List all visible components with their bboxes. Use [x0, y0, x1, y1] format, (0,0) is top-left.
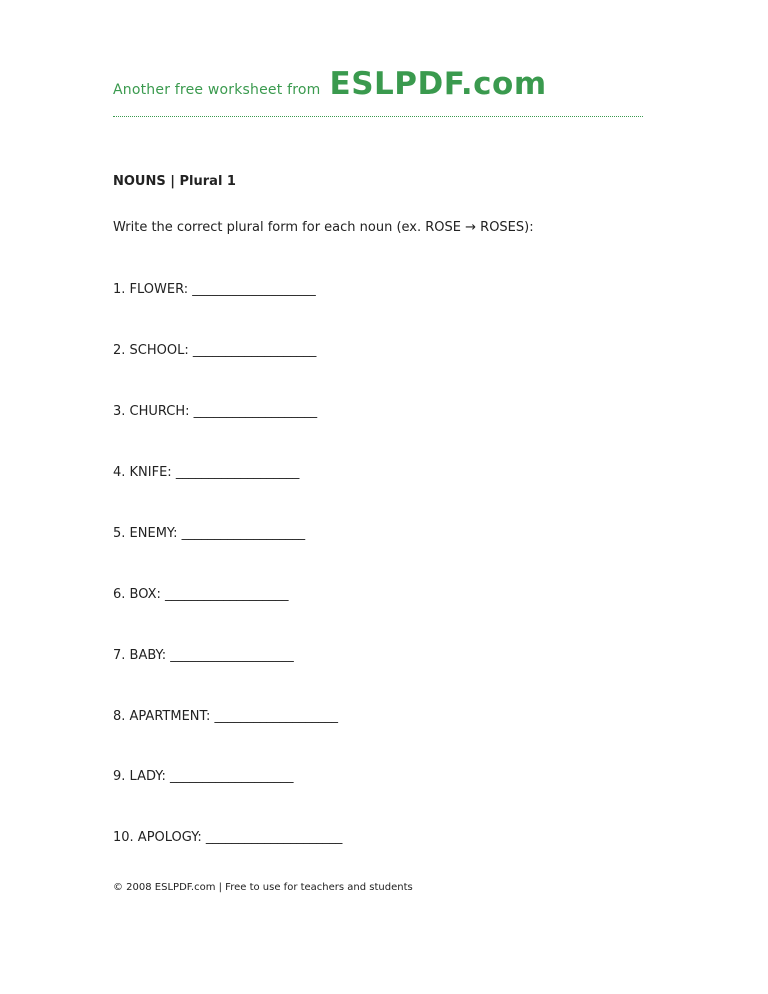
question-item: 2. SCHOOL: ___________________: [113, 343, 317, 358]
worksheet-header: [113, 66, 547, 102]
question-item: 1. FLOWER: ___________________: [113, 282, 316, 297]
header-tagline: Another free worksheet from: [113, 82, 321, 98]
question-item: 7. BABY: ___________________: [113, 648, 294, 663]
question-item: 8. APARTMENT: ___________________: [113, 709, 339, 724]
question-item: 9. LADY: ___________________: [113, 769, 294, 784]
question-item: 6. BOX: ___________________: [113, 587, 289, 602]
instructions: Write the correct plural form for each noun (ex. ROSE → ROSES):: [113, 220, 534, 235]
question-item: 5. ENEMY: ___________________: [113, 526, 306, 541]
dotted-divider: [113, 116, 643, 117]
brand-logo-text: ESLPDF.com: [329, 66, 547, 102]
question-item: 10. APOLOGY: _____________________: [113, 830, 343, 845]
footer-copyright: © 2008 ESLPDF.com | Free to use for teachers and students: [113, 882, 413, 893]
question-item: 4. KNIFE: ___________________: [113, 465, 300, 480]
question-item: 3. CHURCH: ___________________: [113, 404, 318, 419]
section-title: NOUNS | Plural 1: [113, 174, 236, 189]
